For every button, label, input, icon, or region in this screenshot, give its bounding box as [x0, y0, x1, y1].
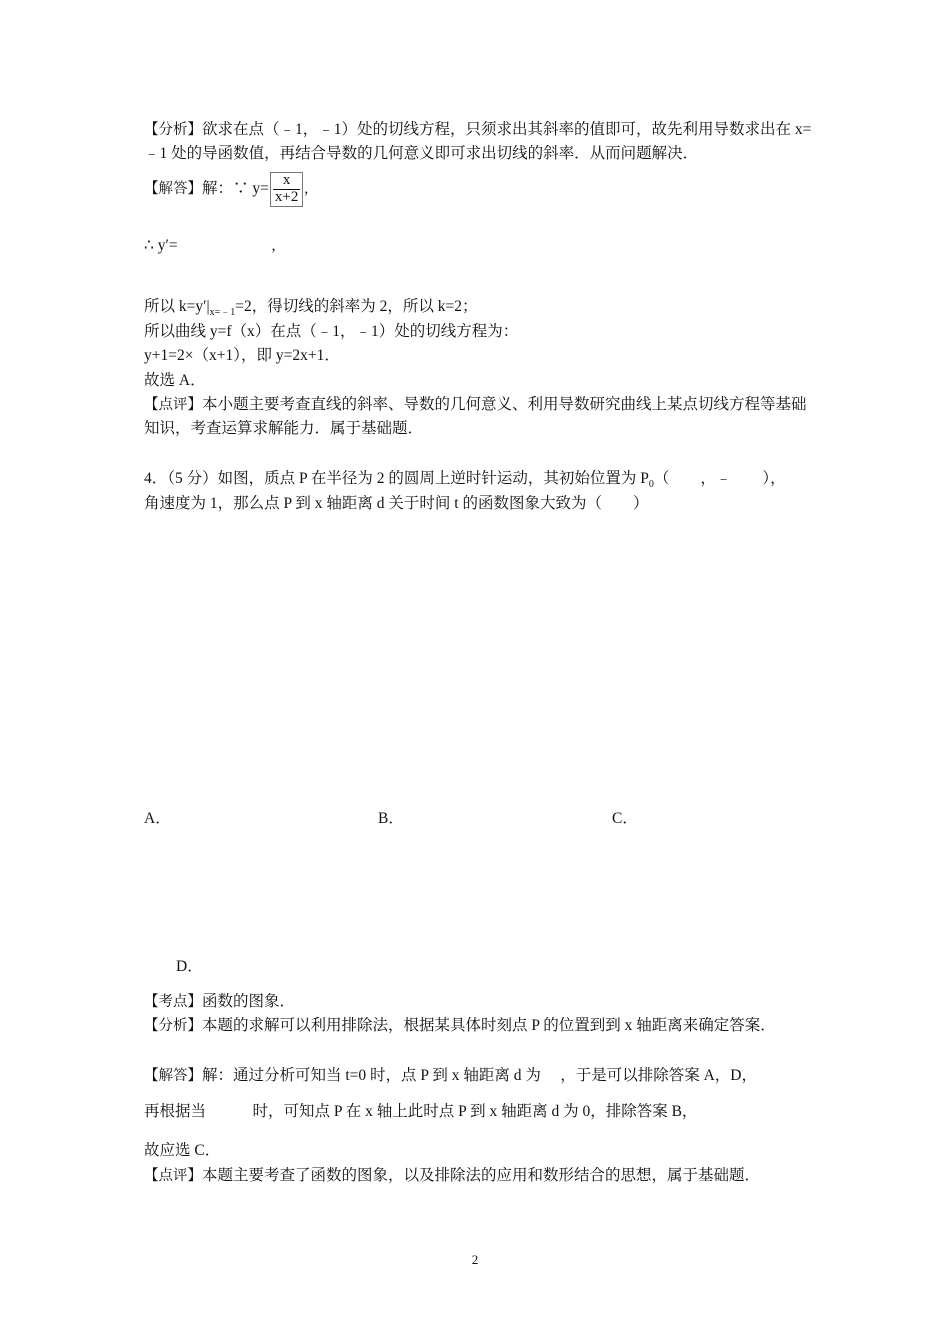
- analysis-text: 欲求在点（﹣1，﹣1）处的切线方程，只须求出其斜率的值即可，故先利用导数求出在 x=﹣1 处的导函数值，再结合导数的几何意义即可求出切线的斜率．从而问题解决．: [144, 121, 812, 162]
- kp-text: 函数的图象．: [202, 993, 296, 1010]
- comment-text: 本小题主要考查直线的斜率、导数的几何意义、利用导数研究曲线上某点切线方程等基础知识，考查运算求解能力．属于基础题．: [144, 396, 807, 437]
- answer-text-a: 解：通过分析可知当 t=0 时，点 P 到 x 轴距离 d 为 ，于是可以排除答案 A，D，: [202, 1067, 757, 1084]
- choice-c: C．: [612, 810, 638, 827]
- slope-subscript: x=﹣1: [209, 307, 236, 318]
- q4-knowledge-point: [144, 990, 295, 1014]
- fraction-image: [270, 172, 303, 207]
- analysis-text: 本题的求解可以利用排除法，根据某具体时刻点 P 的位置到到 x 轴距离来确定答案．: [202, 1017, 776, 1034]
- slope-text-b: =2，得切线的斜率为 2，所以 k=2；: [235, 298, 478, 315]
- comment-label: 【点评】: [144, 1168, 202, 1184]
- stem-subscript: 0: [648, 479, 654, 490]
- comment-text: 本题主要考查了函数的图象，以及排除法的应用和数形结合的思想，属于基础题．: [202, 1167, 761, 1184]
- q3-analysis: [144, 118, 812, 165]
- answer-intro-text: 解：∵ y=: [202, 179, 269, 197]
- stem-text-b: （ ，﹣ ），: [653, 470, 786, 487]
- slope-text-a: 所以 k=y′|: [144, 298, 210, 315]
- q4-stem-line1: [144, 467, 786, 492]
- derivative-text: ∴ y′=: [144, 237, 178, 254]
- q4-answer-line1: [144, 1064, 757, 1088]
- q4-answer-line2: 再根据当 时，可知点 P 在 x 轴上此时点 P 到 x 轴距离 d 为 0，排除答案 B，: [144, 1103, 698, 1120]
- q3-line3: y+1=2×（x+1），即 y=2x+1．: [144, 347, 340, 364]
- q3-answer-intro: [144, 172, 308, 207]
- comment-label: 【点评】: [144, 397, 202, 413]
- choice-a: A．: [144, 810, 171, 827]
- choice-b: B．: [378, 810, 404, 827]
- q3-derivative-line: [144, 234, 276, 257]
- answer-label: 【解答】: [144, 1068, 202, 1084]
- analysis-label: 【分析】: [144, 122, 202, 138]
- q4-stem-line2: 角速度为 1，那么点 P 到 x 轴距离 d 关于时间 t 的函数图象大致为（ ）: [144, 495, 649, 512]
- kp-label: 【考点】: [144, 994, 202, 1010]
- analysis-label: 【分析】: [144, 1018, 202, 1034]
- q3-choose: 故选 A．: [144, 372, 206, 389]
- q3-slope-line: [144, 295, 478, 320]
- q4-choose: 故应选 C．: [144, 1142, 221, 1159]
- fraction-comma: ,: [304, 179, 309, 197]
- derivative-tail: ,: [271, 237, 276, 254]
- q3-line2: 所以曲线 y=f（x）在点（﹣1，﹣1）处的切线方程为：: [144, 323, 519, 340]
- fraction-denominator: x+2: [274, 188, 299, 205]
- stem-text-a: 4．（5 分）如图，质点 P 在半径为 2 的圆周上逆时针运动，其初始位置为 P: [144, 470, 649, 487]
- q3-comment: [144, 393, 812, 440]
- q4-comment: [144, 1164, 760, 1188]
- answer-label: 【解答】: [144, 180, 202, 197]
- q4-analysis: [144, 1014, 812, 1038]
- choice-d: D．: [176, 958, 203, 975]
- fraction-numerator: x: [273, 173, 300, 190]
- page-number: 2: [471, 1252, 479, 1267]
